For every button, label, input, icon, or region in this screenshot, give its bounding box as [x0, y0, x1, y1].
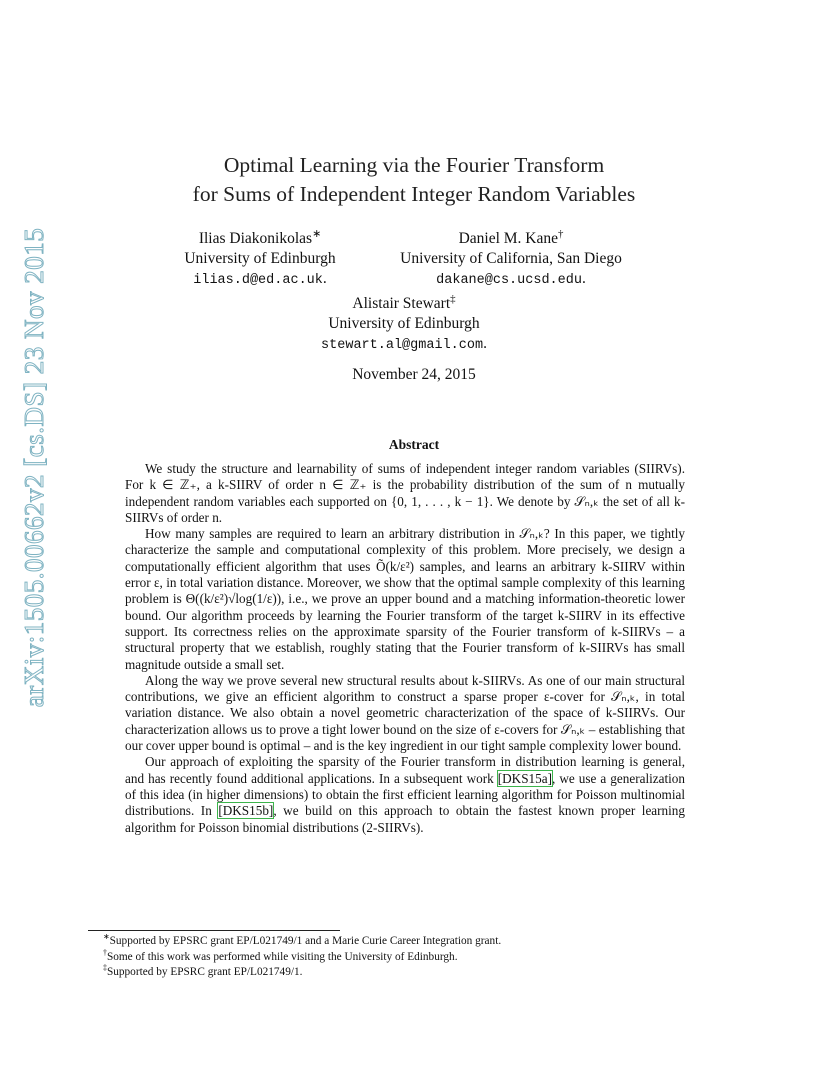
- footnote-2: [103, 947, 743, 966]
- author-affiliation: University of Edinburgh: [328, 315, 480, 332]
- author-block-1: [160, 229, 360, 291]
- arxiv-stamp-text: arXiv:1505.00662v2 [cs.DS] 23 Nov 2015: [19, 227, 50, 708]
- abstract-text: , we use a generalization of this idea (in higher dimensions) to obtain the first efficient learning algorithm for Poisson multinomial distributions. In: [125, 770, 685, 819]
- email-period: .: [581, 270, 586, 287]
- author-mark: ∗: [312, 227, 322, 240]
- abstract-text: Our approach of exploiting the sparsity of the Fourier transform in distribution learning is general, and has recently found additional applications. In a subsequent work: [125, 754, 685, 786]
- paper-title-line-2: for Sums of Independent Integer Random Variables: [192, 182, 636, 206]
- citation-link-dks15b[interactable]: [DKS15b]: [218, 803, 274, 819]
- footnote-mark: †: [103, 947, 107, 957]
- footnote-mark: ‡: [103, 963, 107, 973]
- abstract-paragraph-4: [125, 754, 685, 835]
- abstract-text: , we build on this approach to obtain the fastest known proper learning algorithm for Poisson binomial distributions (2-SIIRVs).: [125, 803, 685, 835]
- author-name: Daniel M. Kane: [458, 230, 558, 247]
- footnote-divider: [88, 930, 340, 931]
- paper-title-line-1: Optimal Learning via the Fourier Transform: [223, 153, 605, 177]
- author-affiliation: University of California, San Diego: [400, 250, 622, 267]
- author-block-2: [380, 229, 642, 291]
- author-email[interactable]: stewart.al@gmail.com: [321, 338, 484, 353]
- footnote-3: [103, 965, 743, 981]
- footnote-text: Supported by EPSRC grant EP/L021749/1.: [106, 966, 303, 978]
- abstract-paragraph-2: How many samples are required to learn an arbitrary distribution in 𝒮ₙ,ₖ? In this paper, we tightly characterize the sample and computational complexity of this problem. More precisely, we design a computationally efficient algorithm that uses Õ(k/ε²) samples, and learns an arbitrary k-SIIRV within error ε, in total variation distance. Moreover, we show that the optimal sample complexity of this learning problem is Θ((k/ε²)√log(1/ε)), i.e., we prove an upper bound and a matching information-theoretic lower bound. Our algorithm proceeds by learning the Fourier transform of the target k-SIIRV in its effective support. Its correctness relies on the approximate sparsity of the Fourier transform of k-SIIRVs – a structural property that we establish, roughly stating that the Fourier transform of k-SIIRVs has small magnitude outside a small set.: [125, 526, 685, 672]
- abstract-body: [125, 461, 685, 836]
- author-mark: †: [558, 227, 564, 240]
- abstract-paragraph-1: We study the structure and learnability of sums of independent integer random variables (SIIRVs). For k ∈ ℤ₊, a k-SIIRV of order n ∈ ℤ₊ is the probability distribution of the sum of n mutually independent random variables each supported on {0, 1, . . . , k − 1}. We denote by 𝒮ₙ,ₖ the set of all k-SIIRVs of order n.: [125, 461, 685, 525]
- citation-link-dks15a[interactable]: [DKS15a]: [497, 770, 552, 786]
- author-name: Alistair Stewart: [352, 295, 451, 312]
- author-block-3: [300, 294, 508, 356]
- abstract-heading: Abstract: [388, 437, 440, 452]
- abstract-paragraph-3: Along the way we prove several new structural results about k-SIIRVs. As one of our main structural contributions, we give an efficient algorithm to construct a sparse proper ε-cover for 𝒮ₙ,ₖ, in total variation distance. We also obtain a novel geometric characterization of the space of k-SIIRVs. Our characterization allows us to prove a tight lower bound on the size of ε-covers for 𝒮ₙ,ₖ – establishing that our cover upper bound is optimal – and is the key ingredient in our tight sample complexity lower bound.: [125, 672, 685, 754]
- email-period: .: [322, 270, 327, 287]
- author-name: Ilias Diakonikolas: [198, 230, 313, 247]
- footnote-text: Supported by EPSRC grant EP/L021749/1 and a Marie Curie Career Integration grant.: [109, 935, 502, 947]
- footnotes: [103, 934, 743, 981]
- arxiv-stamp: [19, 227, 50, 708]
- email-period: .: [483, 335, 487, 352]
- footnote-mark: ∗: [103, 932, 110, 942]
- paper-date: November 24, 2015: [352, 366, 476, 383]
- author-email[interactable]: dakane@cs.ucsd.edu: [436, 273, 582, 288]
- footnote-text: Some of this work was performed while visiting the University of Edinburgh.: [106, 950, 458, 963]
- author-affiliation: University of Edinburgh: [184, 250, 336, 267]
- author-email[interactable]: ilias.d@ed.ac.uk: [193, 273, 323, 288]
- author-mark: ‡: [450, 292, 456, 305]
- footnote-1: [103, 934, 743, 950]
